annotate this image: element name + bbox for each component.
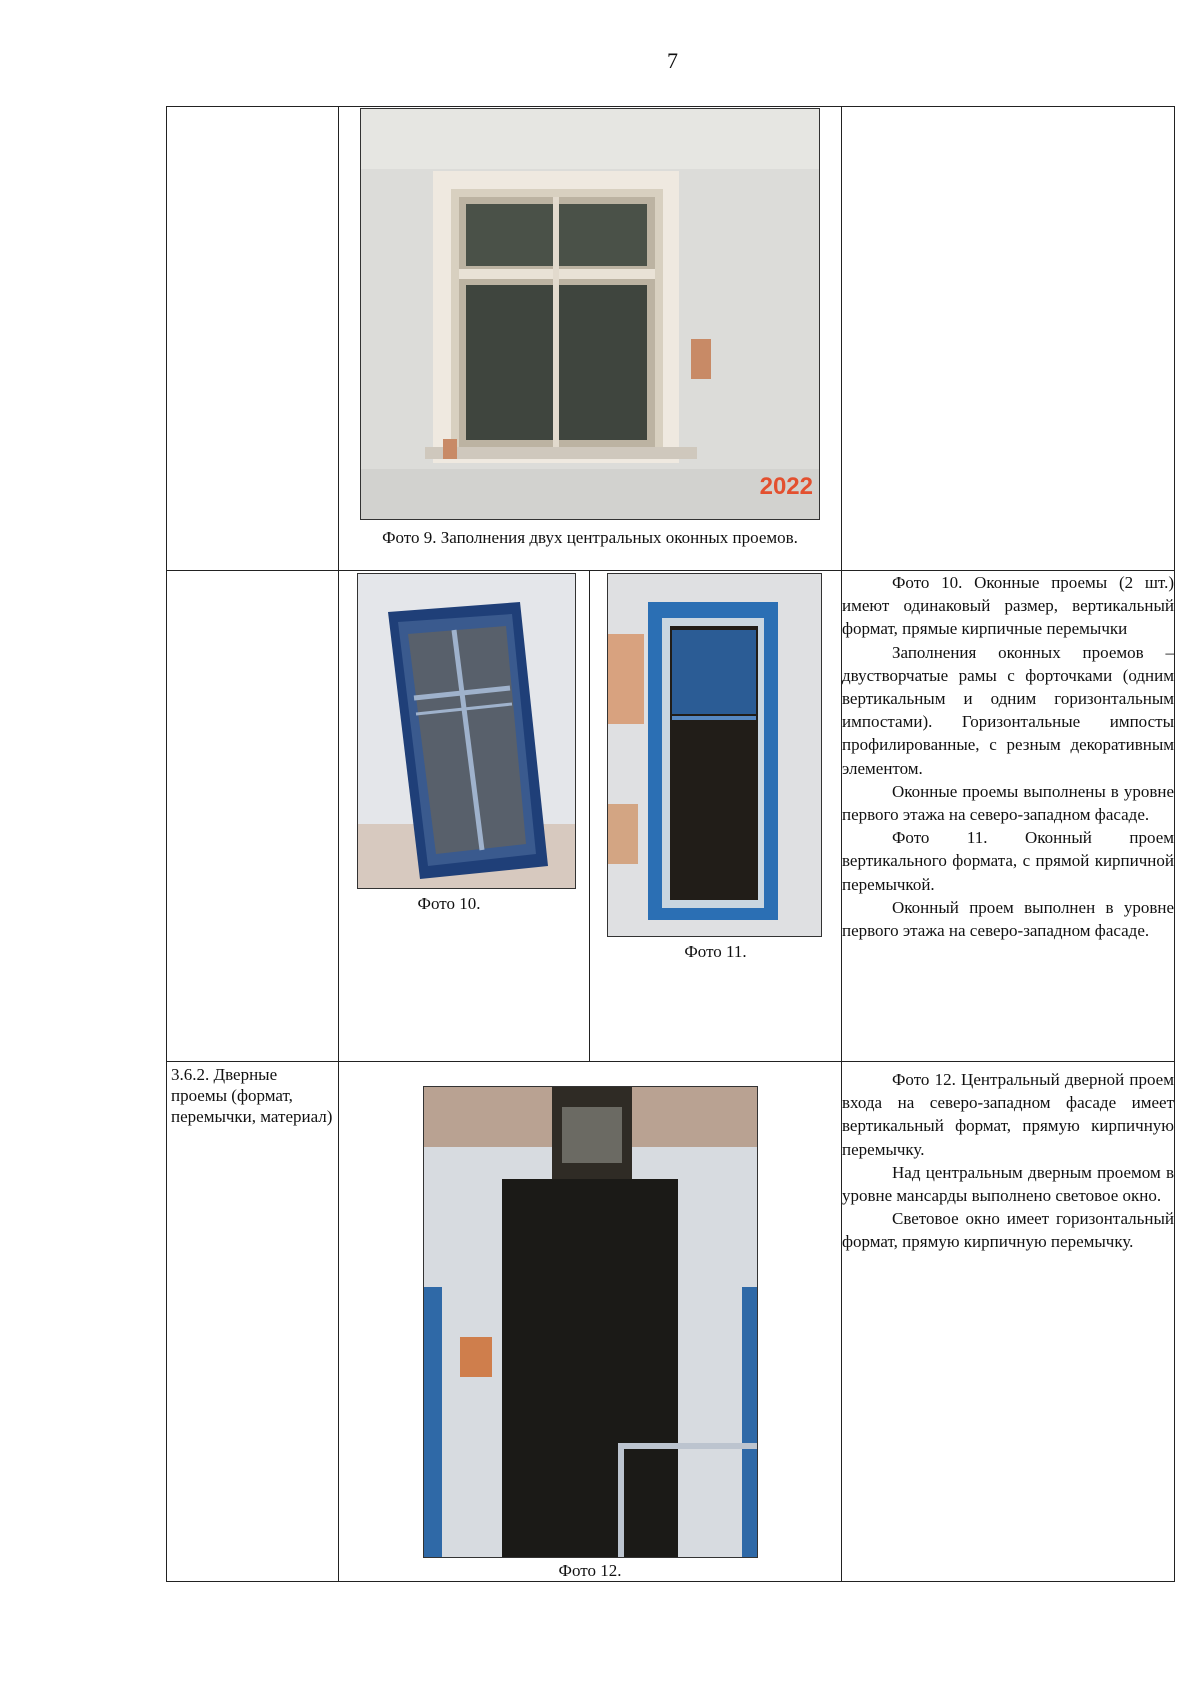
survey-table bbox=[166, 106, 1175, 1582]
photo-9-date-stamp: 2022 bbox=[759, 473, 813, 500]
photo-cell bbox=[339, 1062, 842, 1582]
section-label: 3.6.2. Дверные проемы (формат, перемычки, материал) bbox=[171, 1065, 333, 1126]
description-paragraph: Фото 10. Оконные проемы (2 шт.) имеют одинаковый размер, вертикальный формат, прямые кирпичные перемычки bbox=[842, 573, 1174, 639]
label-cell bbox=[167, 571, 339, 1062]
photo-11 bbox=[607, 573, 822, 937]
photo-12 bbox=[423, 1086, 758, 1558]
description-paragraph: Фото 12. Центральный дверной проем входа на северо-западном фасаде имеет вертикальный формат, прямую кирпичную перемычку. bbox=[842, 1070, 1174, 1159]
photo-10-caption: Фото 10. bbox=[417, 894, 481, 913]
description-cell bbox=[842, 571, 1175, 1062]
photo-cell bbox=[339, 107, 842, 571]
page-number: 7 bbox=[667, 48, 678, 73]
photo-cell bbox=[339, 571, 842, 1062]
table-row bbox=[167, 107, 1175, 571]
table-row bbox=[167, 571, 1175, 1062]
description-paragraph: Заполнения оконных проемов – двустворчатые рамы с форточками (одним вертикальным и одним горизонтальным импостами). Горизонтальные импосты профилированные, с резным декоративным элементом. bbox=[842, 642, 1174, 778]
photo-9-caption: Фото 9. Заполнения двух центральных оконных проемов. bbox=[382, 528, 798, 547]
label-cell bbox=[167, 1062, 339, 1582]
photo-11-caption: Фото 11. bbox=[684, 942, 747, 961]
description-paragraph: Световое окно имеет горизонтальный формат, прямую кирпичную перемычку. bbox=[842, 1209, 1174, 1252]
label-cell bbox=[167, 107, 339, 571]
photo-10 bbox=[357, 573, 576, 889]
description-paragraph: Над центральным дверным проемом в уровне мансарды выполнено световое окно. bbox=[842, 1162, 1174, 1206]
description-cell bbox=[842, 107, 1175, 571]
description-paragraph: Фото 11. Оконный проем вертикального формата, с прямой кирпичной перемычкой. bbox=[842, 828, 1174, 894]
photo-12-caption: Фото 12. bbox=[558, 1561, 622, 1580]
table-row bbox=[167, 1062, 1175, 1582]
description-paragraph: Оконный проем выполнен в уровне первого этажа на северо-западном фасаде. bbox=[842, 897, 1174, 941]
description-paragraph: Оконные проемы выполнены в уровне первого этажа на северо-западном фасаде. bbox=[842, 781, 1174, 825]
photo-9 bbox=[360, 108, 820, 520]
description-cell bbox=[842, 1062, 1175, 1582]
